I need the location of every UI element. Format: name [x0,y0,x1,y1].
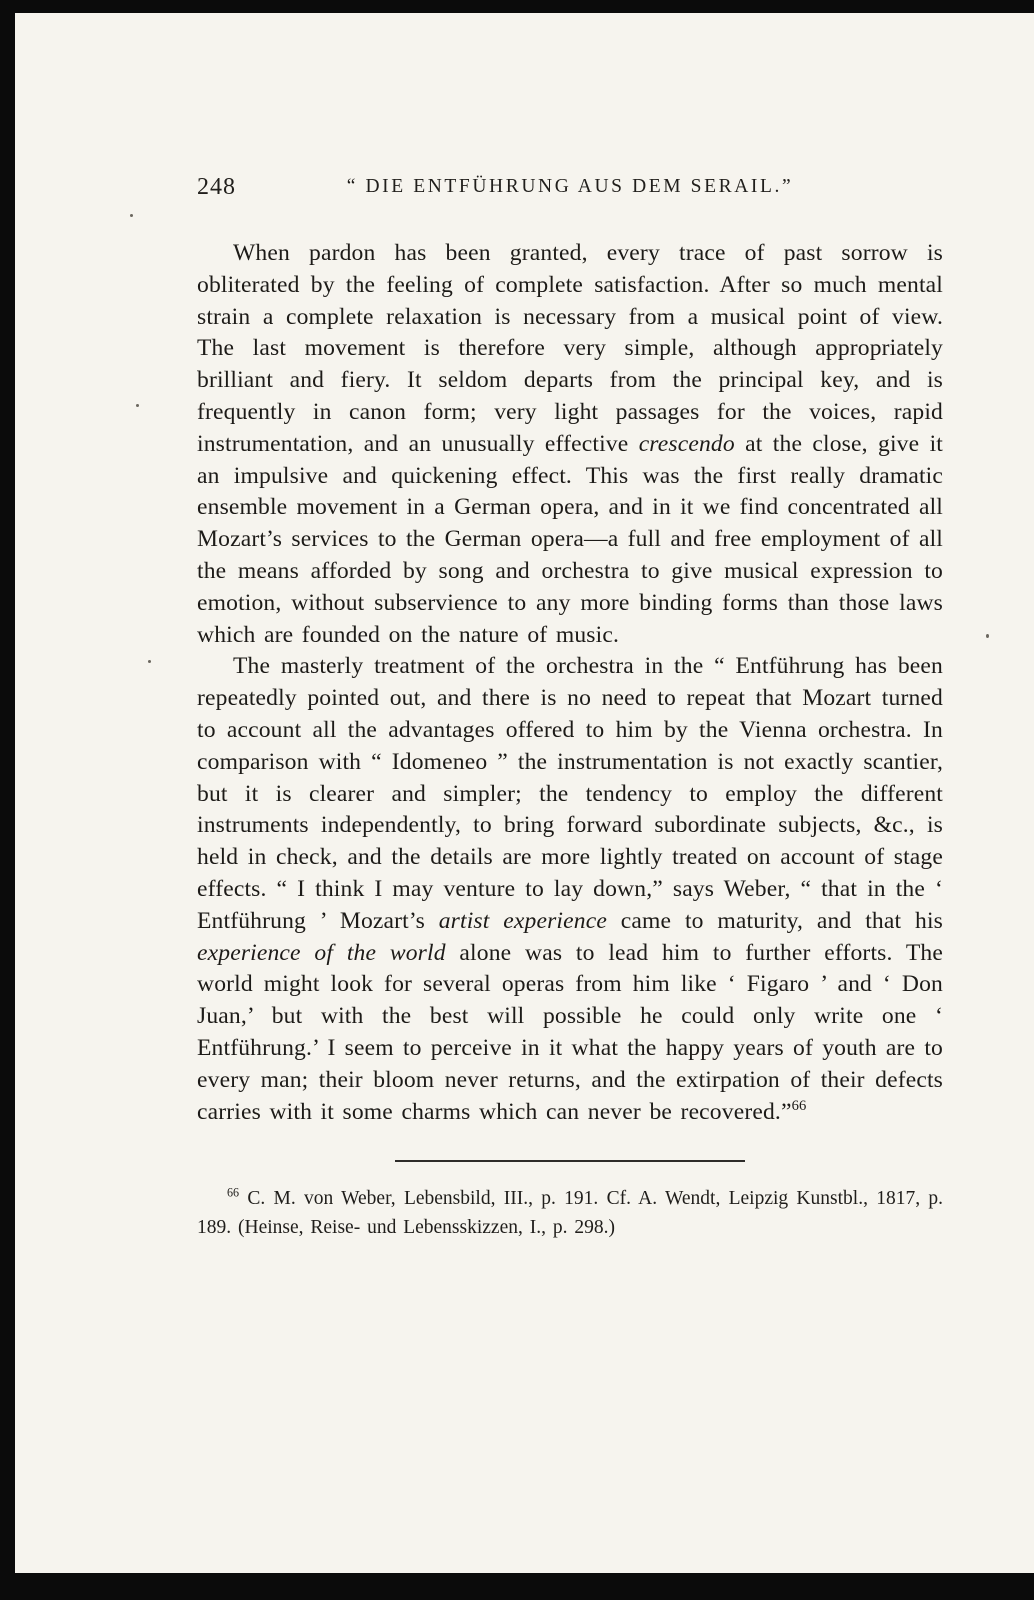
scan-speck [148,660,151,663]
scan-edge-left [0,0,15,1600]
page-number: 248 [197,174,236,200]
page-header [197,172,943,204]
text-run: C. M. von Weber, Lebensbild, III., p. 191. Cf. A. Wendt, Leipzig Kunstbl., 1817, p. 189. (Heinse, Reise- und Lebensskizzen, I., p. 298.) [197,1188,943,1239]
paragraph [197,651,943,1128]
text-run: 66 [227,1185,240,1200]
scan-edge-top [0,0,1034,13]
scan-speck [130,214,133,217]
text-run: The masterly treatment of the orchestra in the “ Entführung has been repeatedly pointed out, and there is no need to repeat that Mozart turned to account all the advantages offered to him by the Vienna orchestra. In comparison with “ Idomeneo ” the instrumentation is not exactly scantier, but it is clearer and simpler; the tendency to employ the different instruments independently, to bring forward subordinate subjects, &c., is held in check, and the details are more lightly treated on account of stage effects. “ I think I may venture to lay down,” says Weber, “ that in the ‘ Entführung ’ Mozart’s [197,653,943,934]
footnote [197,1184,943,1242]
text-run: artist experience [438,907,607,934]
scan-speck [986,634,989,638]
text-run: at the close, give it an impulsive and quickening effect. This was the first really dramatic ensemble movement in a German opera, and in it we find concentrated all Mozart’s services to the German opera—a full and free employment of all the means afforded by song and orchestra to give musical expression to emotion, without subservience to any more binding forms than those laws which are founded on the nature of music. [197,430,943,648]
running-header-title: “ DIE ENTFÜHRUNG AUS DEM SERAIL.” [346,176,794,197]
scan-speck [136,404,139,407]
text-run: alone was to lead him to further efforts. The world might look for several operas from him like ‘ Figaro ’ and ‘ Don Juan,’ but with the best will possible he could only write one ‘ Entführung.’ I seem to perceive in it what the happy years of youth are to every man; their bloom never returns, and the extirpation of their defects carries with it some charms which can never be recovered.” [197,939,943,1125]
text-block [197,172,943,1242]
text-run: When pardon has been granted, every trace of past sorrow is obliterated by the feeling of complete satisfaction. After so much mental strain a complete relaxation is necessary from a musical point of view. The last movement is therefore very simple, although appropriately brilliant and fiery. It seldom departs from the principal key, and is frequently in canon form; very light passages for the voices, rapid instrumentation, and an unusually effective [197,240,943,457]
text-run: came to maturity, and that his [606,907,944,934]
body-paragraphs [197,238,943,1128]
text-run: crescendo [638,430,735,457]
footnote-divider [395,1160,745,1162]
scan-edge-bottom [0,1573,1034,1600]
text-run: experience of the world [197,939,446,966]
text-run: 66 [791,1097,807,1114]
paragraph [197,238,943,651]
